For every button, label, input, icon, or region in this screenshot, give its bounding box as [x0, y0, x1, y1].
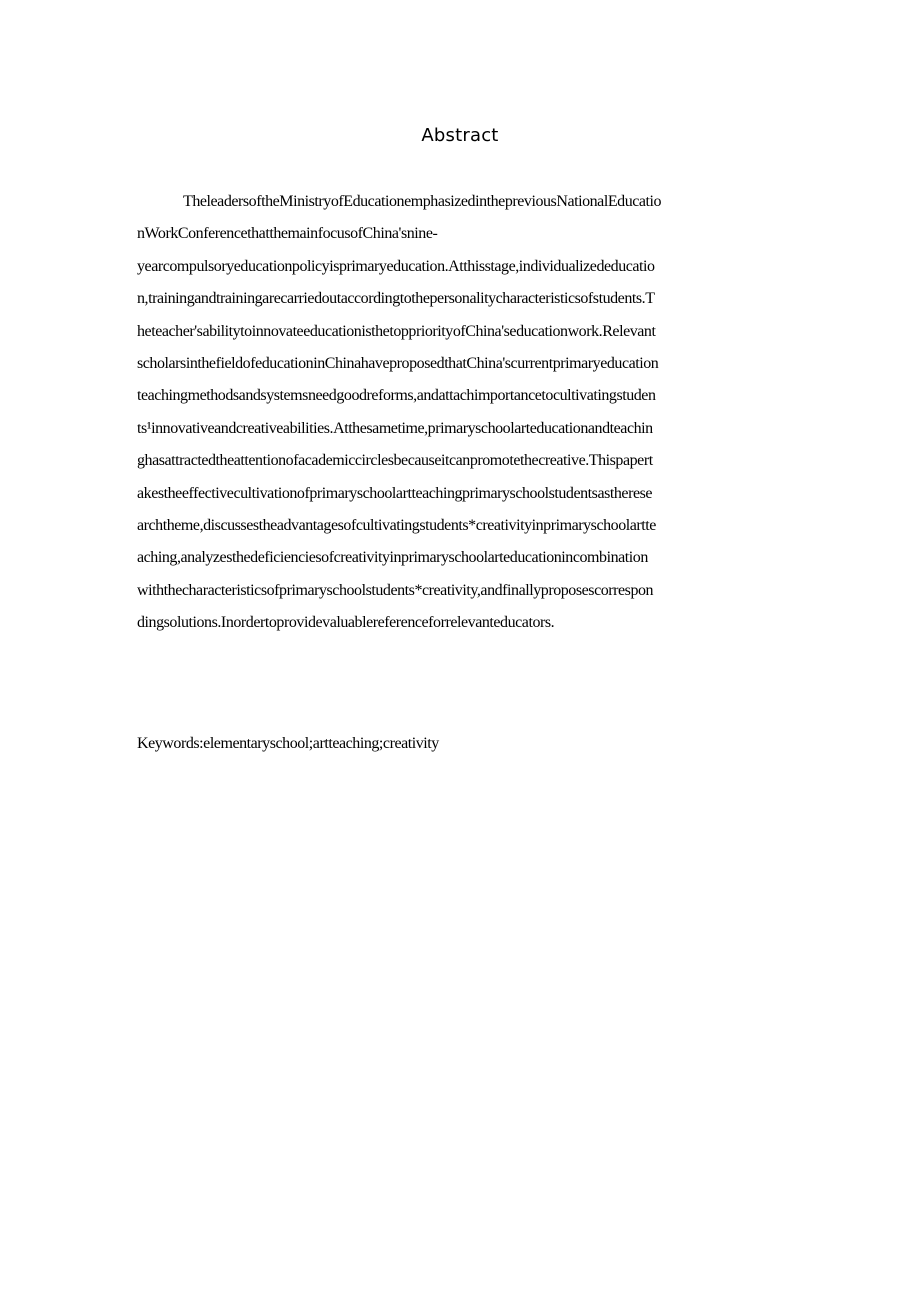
keywords-line: Keywords:elementaryschool;artteaching;creativity — [137, 735, 439, 752]
paragraph-line: yearcompulsoryeducationpolicyisprimaryeducation.Atthisstage,individualizededucatio — [137, 257, 655, 275]
paragraph-line: ghasattractedtheattentionofacademiccirclesbecauseitcanpromotethecreative.Thispapert — [137, 452, 653, 470]
paragraph-line: TheleadersoftheMinistryofEducationemphasizedinthepreviousNationalEducatio — [183, 193, 662, 210]
paragraph-line: akestheeffectivecultivationofprimaryschoolartteachingprimaryschoolstudentsastherese — [137, 484, 653, 502]
paragraph-line: dingsolutions.Inordertoprovidevaluablereferenceforrelevanteducators. — [137, 614, 555, 632]
paragraph-line: withthecharacteristicsofprimaryschoolstudents*creativity,andfinallyproposescorrespon — [137, 581, 654, 599]
paragraph-line: n,trainingandtrainingarecarriedoutaccordingtothepersonalitycharacteristicsofstudents.T — [137, 290, 655, 308]
paragraph-line: scholarsinthefieldofeducationinChinahaveproposedthatChina'scurrentprimaryeducation — [137, 354, 659, 372]
paragraph-line: archtheme,discussestheadvantagesofcultivatingstudents*creativityinprimaryschoolartte — [137, 516, 656, 534]
page-title: Abstract — [421, 125, 499, 146]
paragraph-line: aching,analyzesthedeficienciesofcreativityinprimaryschoolarteducationincombination — [137, 549, 648, 567]
paragraph-line: nWorkConferencethatthemainfocusofChina'snine- — [137, 225, 438, 243]
paragraph-line: teachingmethodsandsystemsneedgoodreforms,andattachimportancetocultivatingstuden — [137, 387, 656, 405]
paragraph-line: ts¹innovativeandcreativeabilities.Atthesametime,primaryschoolarteducationandteachin — [137, 419, 653, 437]
paragraph-line: heteacher'sabilitytoinnovateeducationisthetoppriorityofChina'seducationwork.Relevant — [137, 322, 656, 340]
abstract-paragraph — [137, 189, 787, 642]
